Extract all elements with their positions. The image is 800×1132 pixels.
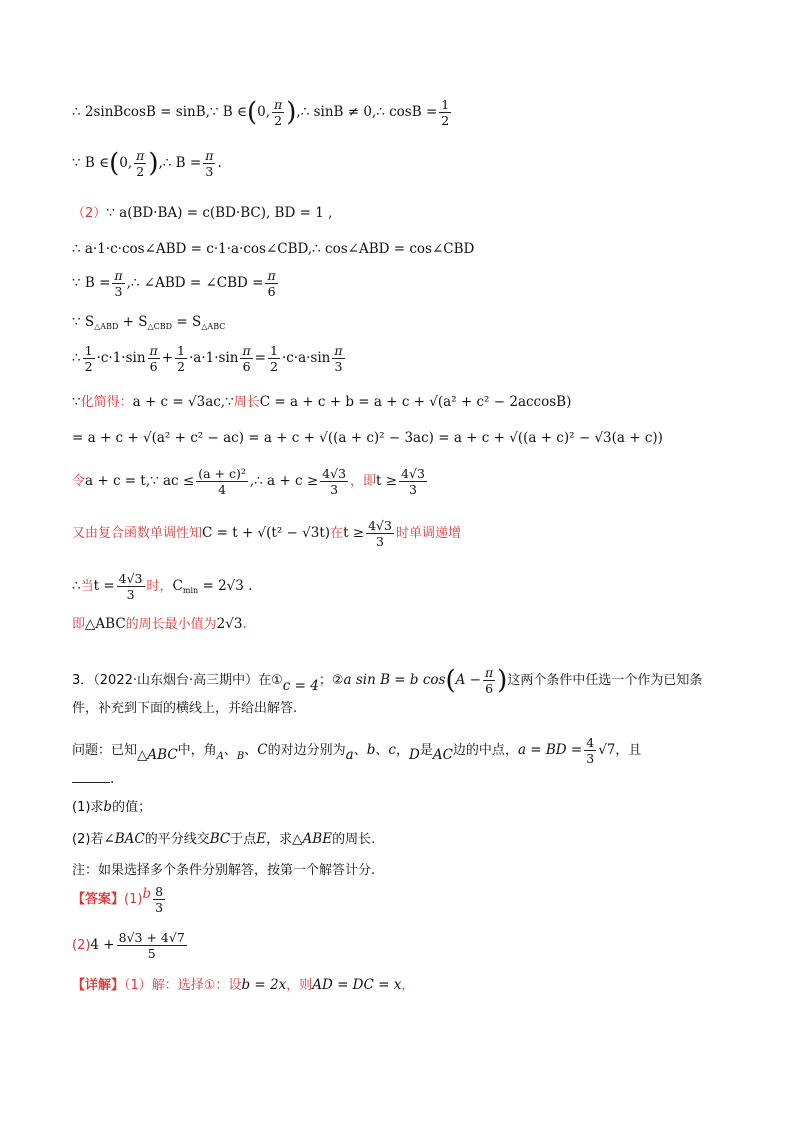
solution-line-5 [72, 268, 280, 299]
answer-line-2: (2)4 + $\frac{8√3 + 4√7}{5}$ [72, 930, 185, 961]
solution-line-2: ∵ B ∈(0, $\frac{\pi}{2}$ ),∴ B = $\frac{\pi}{3}$ . [72, 148, 222, 179]
fraction: $\frac{\pi}{3}$ [334, 343, 343, 374]
sub-question-2: (2)若∠BAC的平分线交BC于点E，求△ABE的周长. [72, 831, 376, 847]
sub-question-1: (1)求b的值； [72, 799, 152, 815]
solution-line-7: ∴ $\frac{1}{2}$ ·c·1·sin $\frac{\pi}{6}$ + $\frac{1}{2}$ ·a·1·sin $\frac{\pi}{6}$ = $\frac{1}{2}$ ·c·a·sin $\frac{\pi}{3}$ [72, 343, 343, 374]
solution-line-11: 又由复合函数单调性知C = t + √(t² − √3t)在t ≥ $\frac{4√3}{3}$ 时单调递增 [72, 518, 461, 549]
problem-3-question: 问题：已知△ABC中，角$_A$、$_B$、C的对边分别为a、b、c，D是AC边的中点，a = BD = $\frac{4}{3}$ √7，且 [72, 735, 642, 766]
fraction: $\frac{1}{2}$ [177, 343, 185, 374]
fraction: $\frac{4√3}{3}$ [401, 466, 425, 497]
math-text: . [217, 155, 222, 171]
solution-line-4 [72, 240, 474, 258]
math-text: 0, [119, 155, 133, 171]
math-text: 0, [257, 104, 271, 120]
answer-blank [72, 770, 110, 783]
solution-line-1: ∴ 2sinBcosB = sinB,∵ B ∈(0, $\frac{\pi}{2}$ ),∴ sinB ≠ 0,∴ cosB = $\frac{1}{2}$ [72, 97, 450, 128]
fraction: $\frac{4}{3}$ [586, 735, 595, 766]
answer-line: 【答案】(1)b $\frac{8}{3}$ [72, 884, 164, 915]
math-text: = a + c + √(a² + c² − ac) = a + c + √((a + c)² − 3ac) = a + c + √((a + c)² − √3(a + c)) [72, 430, 663, 446]
solution-line-8: ∵化简得：a + c = √3ac,∵周长C = a + c + b = a + c + √(a² + c² − 2accosB) [72, 394, 572, 410]
fraction: $\frac{4√3}{3}$ [322, 466, 347, 497]
fraction: $\frac{\pi}{2}$ [274, 97, 283, 128]
solution-line-10: 令a + c = t,∵ ac ≤ $\frac{\text{(a + c)²}}{4}$ ,∴ a + c ≥ $\frac{4√3}{3}$ ，即t ≥ $\frac{4√3}{3}$ [72, 466, 425, 497]
math-text: ∵ B = [72, 275, 111, 291]
math-text: ,∴ B = [158, 155, 202, 171]
math-text: ,∴ ∠ABD = ∠CBD = [126, 275, 264, 291]
note-line: 注：如果选择多个条件分别解答，按第一个解答计分. [72, 863, 376, 878]
solution-line-6: ∵ $S_{\triangle ABD} + S_{\triangle CBD} = S_{\triangle ABC}$ [72, 314, 226, 331]
fraction: $\frac{\pi}{2}$ [136, 148, 145, 179]
fraction: $\frac{\pi}{6}$ [267, 268, 276, 299]
answer-blank-line: . [72, 770, 114, 788]
fraction: $\frac{8}{3}$ [155, 884, 164, 915]
fraction: $\frac{1}{2}$ [84, 343, 93, 374]
fraction: $\frac{8√3 + 4√7}{5}$ [118, 930, 185, 961]
solution-line-12: ∴当t = $\frac{4√3}{3}$ 时，$C_{min} = 2√3$ . [72, 571, 253, 602]
fraction: $\frac{\pi}{6}$ [149, 343, 158, 374]
fraction: $\frac{1}{2}$ [441, 97, 450, 128]
math-text: ∴ a·1·c·cos∠ABD = c·1·a·cos∠CBD,∴ cos∠ABD = cos∠CBD [72, 241, 475, 257]
problem-3-statement: 3．（2022·山东烟台·高三期中）在①c = 4；②a sin B = b cos(A − $\frac{\pi}{6}$ )这两个条件中任选一个作为已知条 [72, 665, 703, 696]
fraction: $\frac{\pi}{3}$ [114, 268, 123, 299]
fraction: $\frac{4√3}{3}$ [118, 571, 143, 602]
solution-line-13: 即△ABC的周长最小值为2√3. [72, 616, 247, 632]
math-text: ∴ 2sinBcosB = sinB,∵ B ∈ [72, 104, 247, 120]
math-text: ∵ a(BD·BA) = c(BD·BC), BD = 1 , [106, 205, 333, 221]
detail-line: 【详解】（1）解：选择①：设b = 2x，则AD = DC = x， [72, 977, 415, 993]
fraction: $\frac{1}{2}$ [269, 343, 278, 374]
solution-line-9 [72, 429, 663, 447]
problem-3-line-2: 件，补充到下面的横线上，并给出解答. [72, 701, 298, 716]
fraction: $\frac{4√3}{3}$ [368, 518, 392, 549]
part-label: （2） [72, 206, 107, 221]
fraction: $\frac{\pi}{6}$ [484, 665, 494, 696]
math-text: ∵ B ∈ [72, 155, 110, 171]
fraction: $\frac{\pi}{3}$ [205, 148, 214, 179]
fraction: $\frac{\text{(a + c)²}}{4}$ [198, 466, 246, 497]
math-text: ,∴ sinB ≠ 0,∴ cosB = [296, 104, 438, 120]
fraction: $\frac{\pi}{6}$ [242, 343, 251, 374]
solution-line-3 [72, 204, 332, 223]
